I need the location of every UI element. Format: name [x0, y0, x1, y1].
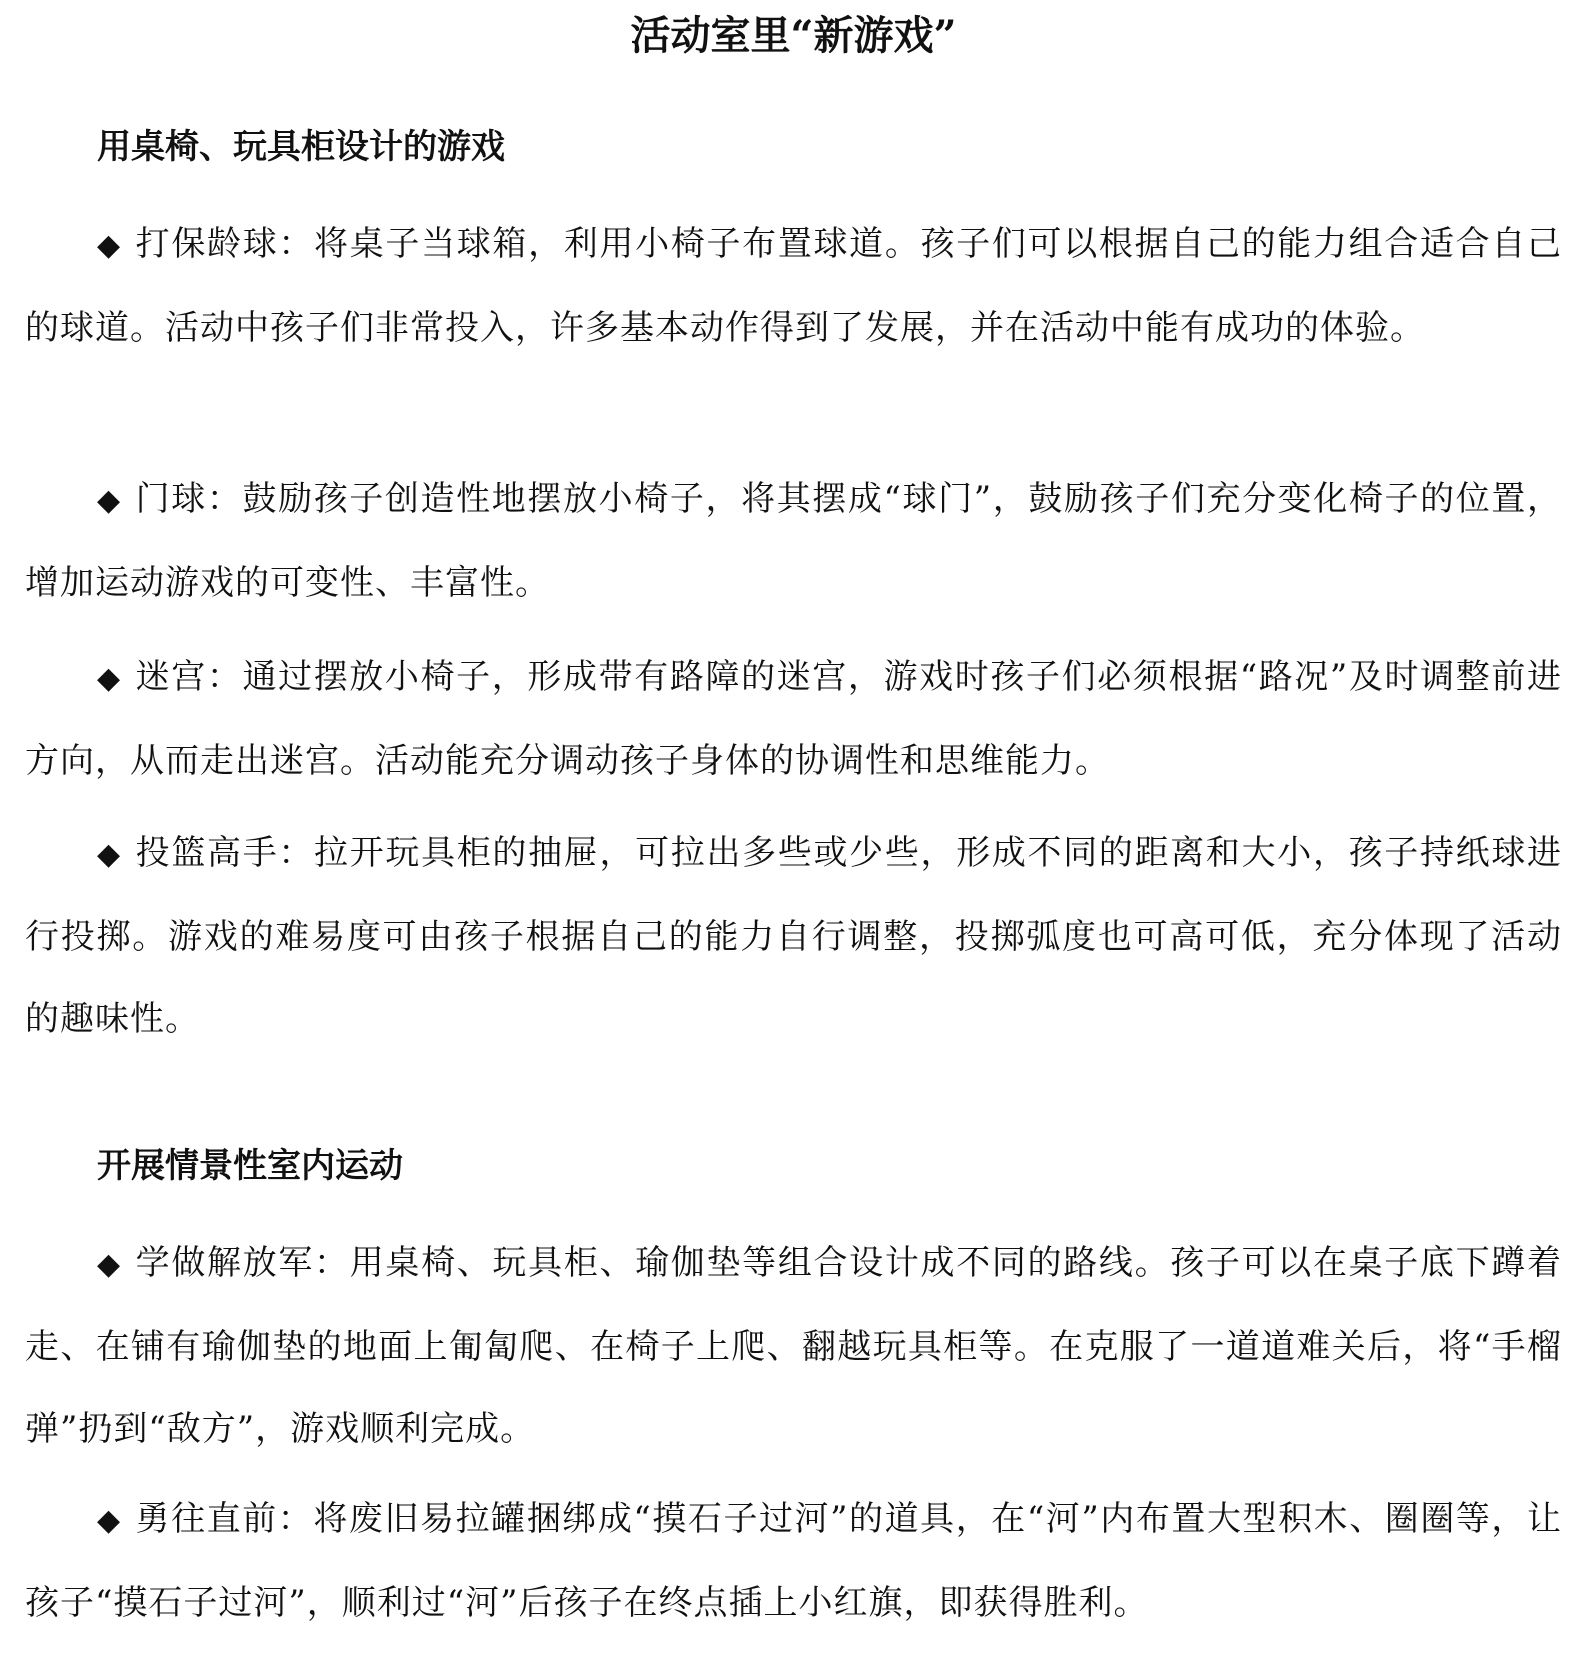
diamond-bullet-icon: ◆ — [97, 483, 122, 518]
paragraph-cross-river — [25, 1478, 1562, 1644]
paragraph-text: 勇往直前：将废旧易拉罐捆绑成“摸石子过河”的道具，在“河”内布置大型积木、圈圈等，让孩子“摸石子过河”，顺利过“河”后孩子在终点插上小红旗，即获得胜利。 — [25, 1499, 1562, 1623]
paragraph-text: 学做解放军：用桌椅、玩具柜、瑜伽垫等组合设计成不同的路线。孩子可以在桌子底下蹲着走、在铺有瑜伽垫的地面上匍匐爬、在椅子上爬、翻越玩具柜等。在克服了一道道难关后，将“手榴弹”扔到“敌方”，游戏顺利完成。 — [25, 1243, 1562, 1449]
diamond-bullet-icon: ◆ — [97, 837, 122, 872]
diamond-bullet-icon: ◆ — [97, 228, 122, 263]
section-heading-scenario-sports: 开展情景性室内运动 — [97, 1146, 403, 1186]
paragraph-soldier — [25, 1222, 1562, 1470]
paragraph-text: 门球：鼓励孩子创造性地摆放小椅子，将其摆成“球门”，鼓励孩子们充分变化椅子的位置，增加运动游戏的可变性、丰富性。 — [25, 479, 1562, 603]
paragraph-text: 迷宫：通过摆放小椅子，形成带有路障的迷宫，游戏时孩子们必须根据“路况”及时调整前进方向，从而走出迷宫。活动能充分调动孩子身体的协调性和思维能力。 — [25, 657, 1562, 781]
paragraph-basketball — [25, 812, 1562, 1060]
paragraph-text: 投篮高手：拉开玩具柜的抽屉，可拉出多些或少些，形成不同的距离和大小，孩子持纸球进行投掷。游戏的难易度可由孩子根据自己的能力自行调整，投掷弧度也可高可低，充分体现了活动的趣味性。 — [25, 833, 1562, 1039]
paragraph-bowling — [25, 203, 1562, 369]
paragraph-gateball — [25, 458, 1562, 624]
section-heading-furniture-games: 用桌椅、玩具柜设计的游戏 — [97, 127, 505, 167]
document-title: 活动室里“新游戏” — [630, 12, 957, 59]
paragraph-maze — [25, 636, 1562, 802]
diamond-bullet-icon: ◆ — [97, 661, 122, 696]
diamond-bullet-icon: ◆ — [97, 1503, 122, 1538]
paragraph-text: 打保龄球：将桌子当球箱，利用小椅子布置球道。孩子们可以根据自己的能力组合适合自己的球道。活动中孩子们非常投入，许多基本动作得到了发展，并在活动中能有成功的体验。 — [25, 224, 1562, 348]
diamond-bullet-icon: ◆ — [97, 1247, 122, 1282]
